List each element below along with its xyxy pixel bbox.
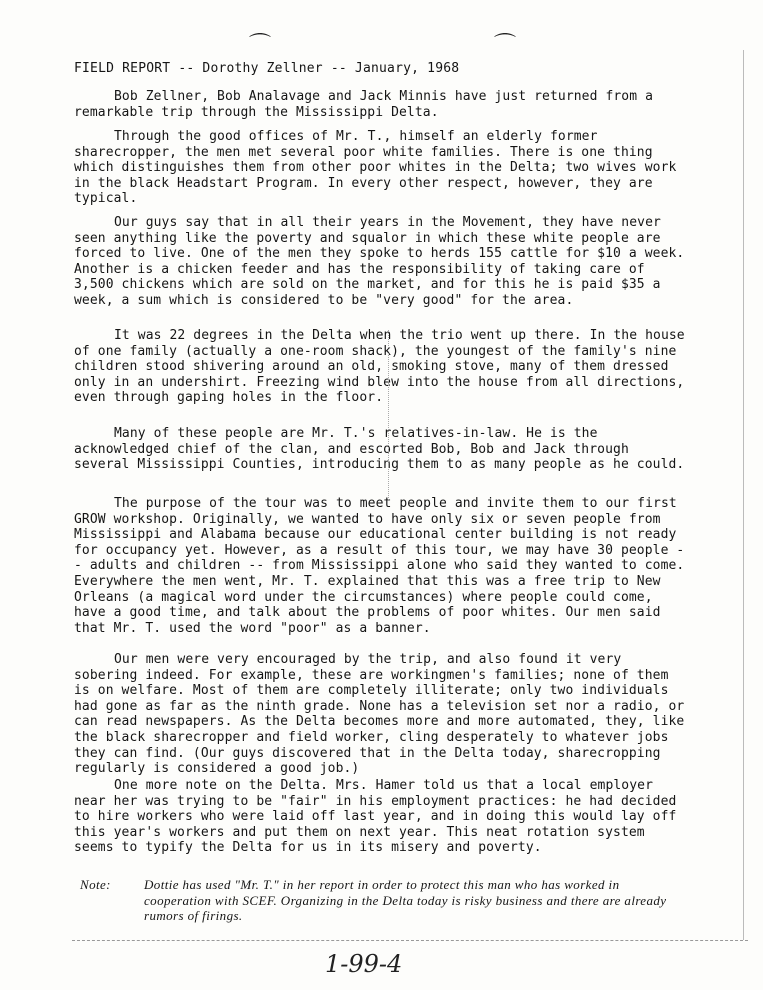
binder-hole-mark-left: ⌒: [249, 33, 272, 58]
paragraph-grow-workshop: The purpose of the tour was to meet people and invite them to our first GROW workshop. Originally, we wanted to have only six or seven people from Mississippi and Alabama because our educational center building is not ready for occupancy yet. However, as a result of this tour, we may have 30 people -- adults and children -- from Mississippi alone who said they wanted to come. Everywhere the men went, Mr. T. explained that this was a free trip to New Orleans (a magical word under the circumstances) where people could come, have a good time, and talk about the problems of poor whites. Our men said that Mr. T. used the word "poor" as a banner.: [74, 496, 685, 636]
binder-hole-mark-right: ⌒: [494, 33, 517, 58]
report-header: FIELD REPORT -- Dorothy Zellner -- January, 1968: [74, 61, 460, 76]
paragraph-intro: Bob Zellner, Bob Analavage and Jack Minnis have just returned from a remarkable trip through the Mississippi Delta.: [74, 89, 654, 120]
paragraph-relatives: Many of these people are Mr. T.'s relatives-in-law. He is the acknowledged chief of the clan, and escorted Bob, Bob and Jack through several Mississippi Counties, introducing them to as many people as he could.: [74, 426, 685, 473]
paragraph-mr-t: Through the good offices of Mr. T., himself an elderly former sharecropper, the men met several poor white families. There is one thing which distinguishes them from other poor whites in the Delta; two wives work in the black Headstart Program. In every other respect, however, they are typical.: [74, 129, 677, 207]
bottom-rule: [72, 940, 748, 941]
paragraph-encouraged: Our men were very encouraged by the trip, and also found it very sobering indeed. For example, these are workingmen's families; none of them is on welfare. Most of them are completely illiterate; only two individuals had gone as far as the ninth grade. None has a television set nor a radio, or can read newspapers. As the Delta becomes more and more automated, they, like the black sharecropper and field worker, cling desperately to whatever jobs they can find. (Our guys discovered that in the Delta today, sharecropping regularly is considered a good job.): [74, 652, 685, 777]
paragraph-poverty: Our guys say that in all their years in the Movement, they have never seen anything like the poverty and squalor in which these white people are forced to live. One of the men they spoke to herds 155 cattle for $10 a week. Another is a chicken feeder and has the responsibility of taking care of 3,500 chickens which are sold on the market, and for this he is paid $35 a week, a sum which is considered to be "very good" for the area.: [74, 215, 685, 308]
right-margin-line: [743, 50, 744, 940]
paragraph-hamer: One more note on the Delta. Mrs. Hamer told us that a local employer near her was trying to be "fair" in his employment practices: he had decided to hire workers who were laid off last year, and in doing this would lay off this year's workers and put them on next year. This neat rotation system seems to typify the Delta for us in its misery and poverty.: [74, 778, 677, 856]
footnote-text: Dottie has used "Mr. T." in her report in order to protect this man who has worked in cooperation with SCEF. Organizing in the Delta today is risky business and there are already rumors of firings.: [144, 877, 667, 924]
footnote-label: Note:: [80, 877, 111, 892]
center-fold-line: [388, 330, 389, 500]
paragraph-weather: It was 22 degrees in the Delta when the trio went up there. In the house of one family (actually a one-room shack), the youngest of the family's nine children stood shivering around an old, smoking stove, many of them dressed only in an undershirt. Freezing wind blew into the house from all directions, even through gaping holes in the floor.: [74, 328, 685, 406]
page-number: 1-99-4: [325, 950, 403, 978]
